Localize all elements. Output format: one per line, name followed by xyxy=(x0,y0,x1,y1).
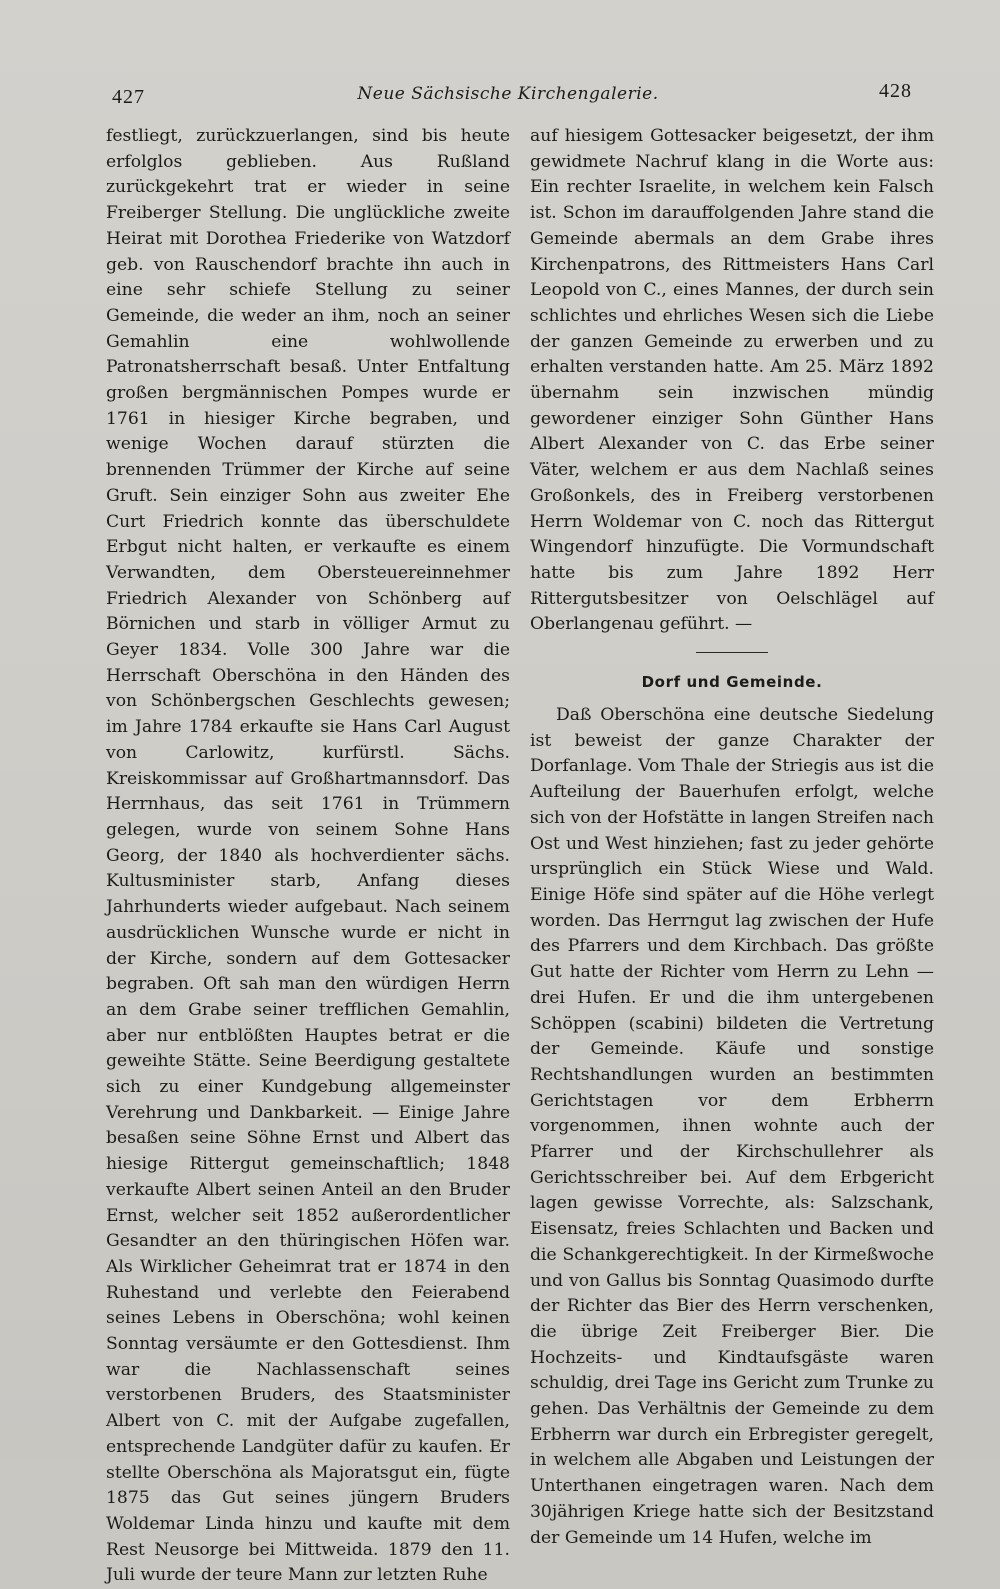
right-column xyxy=(530,124,934,1551)
right-column-section-text: Daß Oberschöna eine deutsche Siedelung ist beweist der ganze Charakter der Dorfanlage. Vom Thale der Striegis aus ist die Aufteilung der Bauerhufen erfolgt, welche sich von der Hofstätte in langen Streifen nach Ost und West hinziehen; fast zu jeder gehörte ursprünglich ein Stück Wiese und Wald. Einige Höfe sind später auf die Höhe verlegt worden. Das Herrngut lag zwischen der Hufe des Pfarrers und dem Kirchbach. Das größte Gut hatte der Richter vom Herrn zu Lehn — drei Hufen. Er und die ihm untergebenen Schöppen (scabini) bildeten die Vertretung der Gemeinde. Käufe und sonstige Rechtshandlungen wurden an bestimmten Gerichtstagen vor dem Erbherrn vorgenommen, ihnen wohnte auch der Pfarrer und der Kirchschullehrer als Gerichtsschreiber bei. Auf dem Erbgericht lagen gewisse Vorrechte, als: Salzschank, Eisensatz, freies Schlachten und Backen und die Schankgerechtigkeit. In der Kirmeßwoche und von Gallus bis Sonntag Quasimodo durfte der Richter das Bier des Herrn verschenken, die übrige Zeit Freiberger Bier. Die Hochzeits- und Kindtaufsgäste waren schuldig, drei Tage ins Gericht zum Trunke zu gehen. Das Verhältnis der Gemeinde zu dem Erbherrn war durch ein Erbregister geregelt, in welchem alle Abgaben und Leistungen der Unterthanen eingetragen waren. Nach dem 30jährigen Kriege hatte sich der Besitzstand der Gemeinde um 14 Hufen, welche im xyxy=(530,705,934,1548)
section-heading: Dorf und Gemeinde. xyxy=(641,673,823,692)
running-title: Neue Sächsische Kirchengalerie. xyxy=(357,84,659,104)
section-divider-rule xyxy=(696,652,768,653)
left-page-number: 427 xyxy=(112,86,145,108)
page-header xyxy=(108,78,912,118)
right-page-number: 428 xyxy=(879,80,912,102)
left-column-text: festliegt, zurückzuerlangen, sind bis heute erfolglos geblieben. Aus Rußland zurückgekehrt trat er wieder in seine Freiberger Stellung. Die unglückliche zweite Heirat mit Dorothea Friederike von Watzdorf geb. von Rauschendorf brachte ihn auch in eine sehr schiefe Stellung zu seiner Gemeinde, die weder an ihm, noch an seiner Gemahlin eine wohlwollende Patronatsherrschaft besaß. Unter Entfaltung großen bergmännischen Pompes wurde er 1761 in hiesiger Kirche begraben, und wenige Wochen darauf stürzten die brennenden Trümmer der Kirche auf seine Gruft. Sein einziger Sohn aus zweiter Ehe Curt Friedrich konnte das überschuldete Erbgut nicht halten, er verkaufte es einem Verwandten, dem Obersteuereinnehmer Friedrich Alexander von Schönberg auf Börnichen und starb in völliger Armut zu Geyer 1834. Volle 300 Jahre war die Herrschaft Oberschöna in den Händen des von Schönbergschen Geschlechts gewesen; im Jahre 1784 erkaufte sie Hans Carl August von Carlowitz, kurfürstl. Sächs. Kreiskommissar auf Großhartmannsdorf. Das Herrnhaus, das seit 1761 in Trümmern gelegen, wurde von seinem Sohne Hans Georg, der 1840 als hochverdienter sächs. Kultusminister starb, Anfang dieses Jahrhunderts wieder aufgebaut. Nach seinem ausdrücklichen Wunsche wurde er nicht in der Kirche, sondern auf dem Gottesacker begraben. Oft sah man den würdigen Herrn an dem Grabe seiner trefflichen Gemahlin, aber nur entblößten Hauptes betrat er die geweihte Stätte. Seine Beerdigung gestaltete sich zu einer Kundgebung allgemeinster Verehrung und Dankbarkeit. — Einige Jahre besaßen seine Söhne Ernst und Albert das hiesige Rittergut gemeinschaftlich; 1848 verkaufte Albert seinen Anteil an den Bruder Ernst, welcher seit 1852 außerordentlicher Gesandter an den thüringischen Höfen war. Als Wirklicher Geheimrat trat er 1874 in den Ruhestand und verlebte den Feierabend seines Lebens in Oberschöna; wohl keinen Sonntag versäumte er den Gottesdienst. Ihm war die Nachlassenschaft seines verstorbenen Bruders, des Staatsminister Albert von C. mit der Aufgabe zugefallen, entsprechende Landgüter dafür zu kaufen. Er stellte Oberschöna als Majoratsgut ein, fügte 1875 das Gut seines jüngern Bruders Woldemar Linda hinzu und kaufte mit dem Rest Neusorge bei Mittweida. 1879 den 11. Juli wurde der teure Mann zur letzten Ruhe xyxy=(106,126,510,1586)
right-column-text-top: auf hiesigem Gottesacker beigesetzt, der ihm gewidmete Nachruf klang in die Worte aus: Ein rechter Israelite, in welchem kein Falsch ist. Schon im darauffolgenden Jahre stand die Gemeinde abermals an dem Grabe ihres Kirchenpatrons, des Rittmeisters Hans Carl Leopold von C., eines Mannes, der durch sein schlichtes und ehrliches Wesen sich die Liebe der ganzen Gemeinde zu erwerben und zu erhalten verstanden hatte. Am 25. März 1892 übernahm sein inzwischen mündig gewordener einziger Sohn Günther Hans Albert Alexander von C. das Erbe seiner Väter, welchem er aus dem Nachlaß seines Großonkels, des in Freiberg verstorbenen Herrn Woldemar von C. noch das Rittergut Wingendorf hinzufügte. Die Vormundschaft hatte bis zum Jahre 1892 Herr Rittergutsbesitzer von Oelschlägel auf Oberlangenau geführt. — xyxy=(530,126,934,635)
left-column xyxy=(106,124,510,1589)
